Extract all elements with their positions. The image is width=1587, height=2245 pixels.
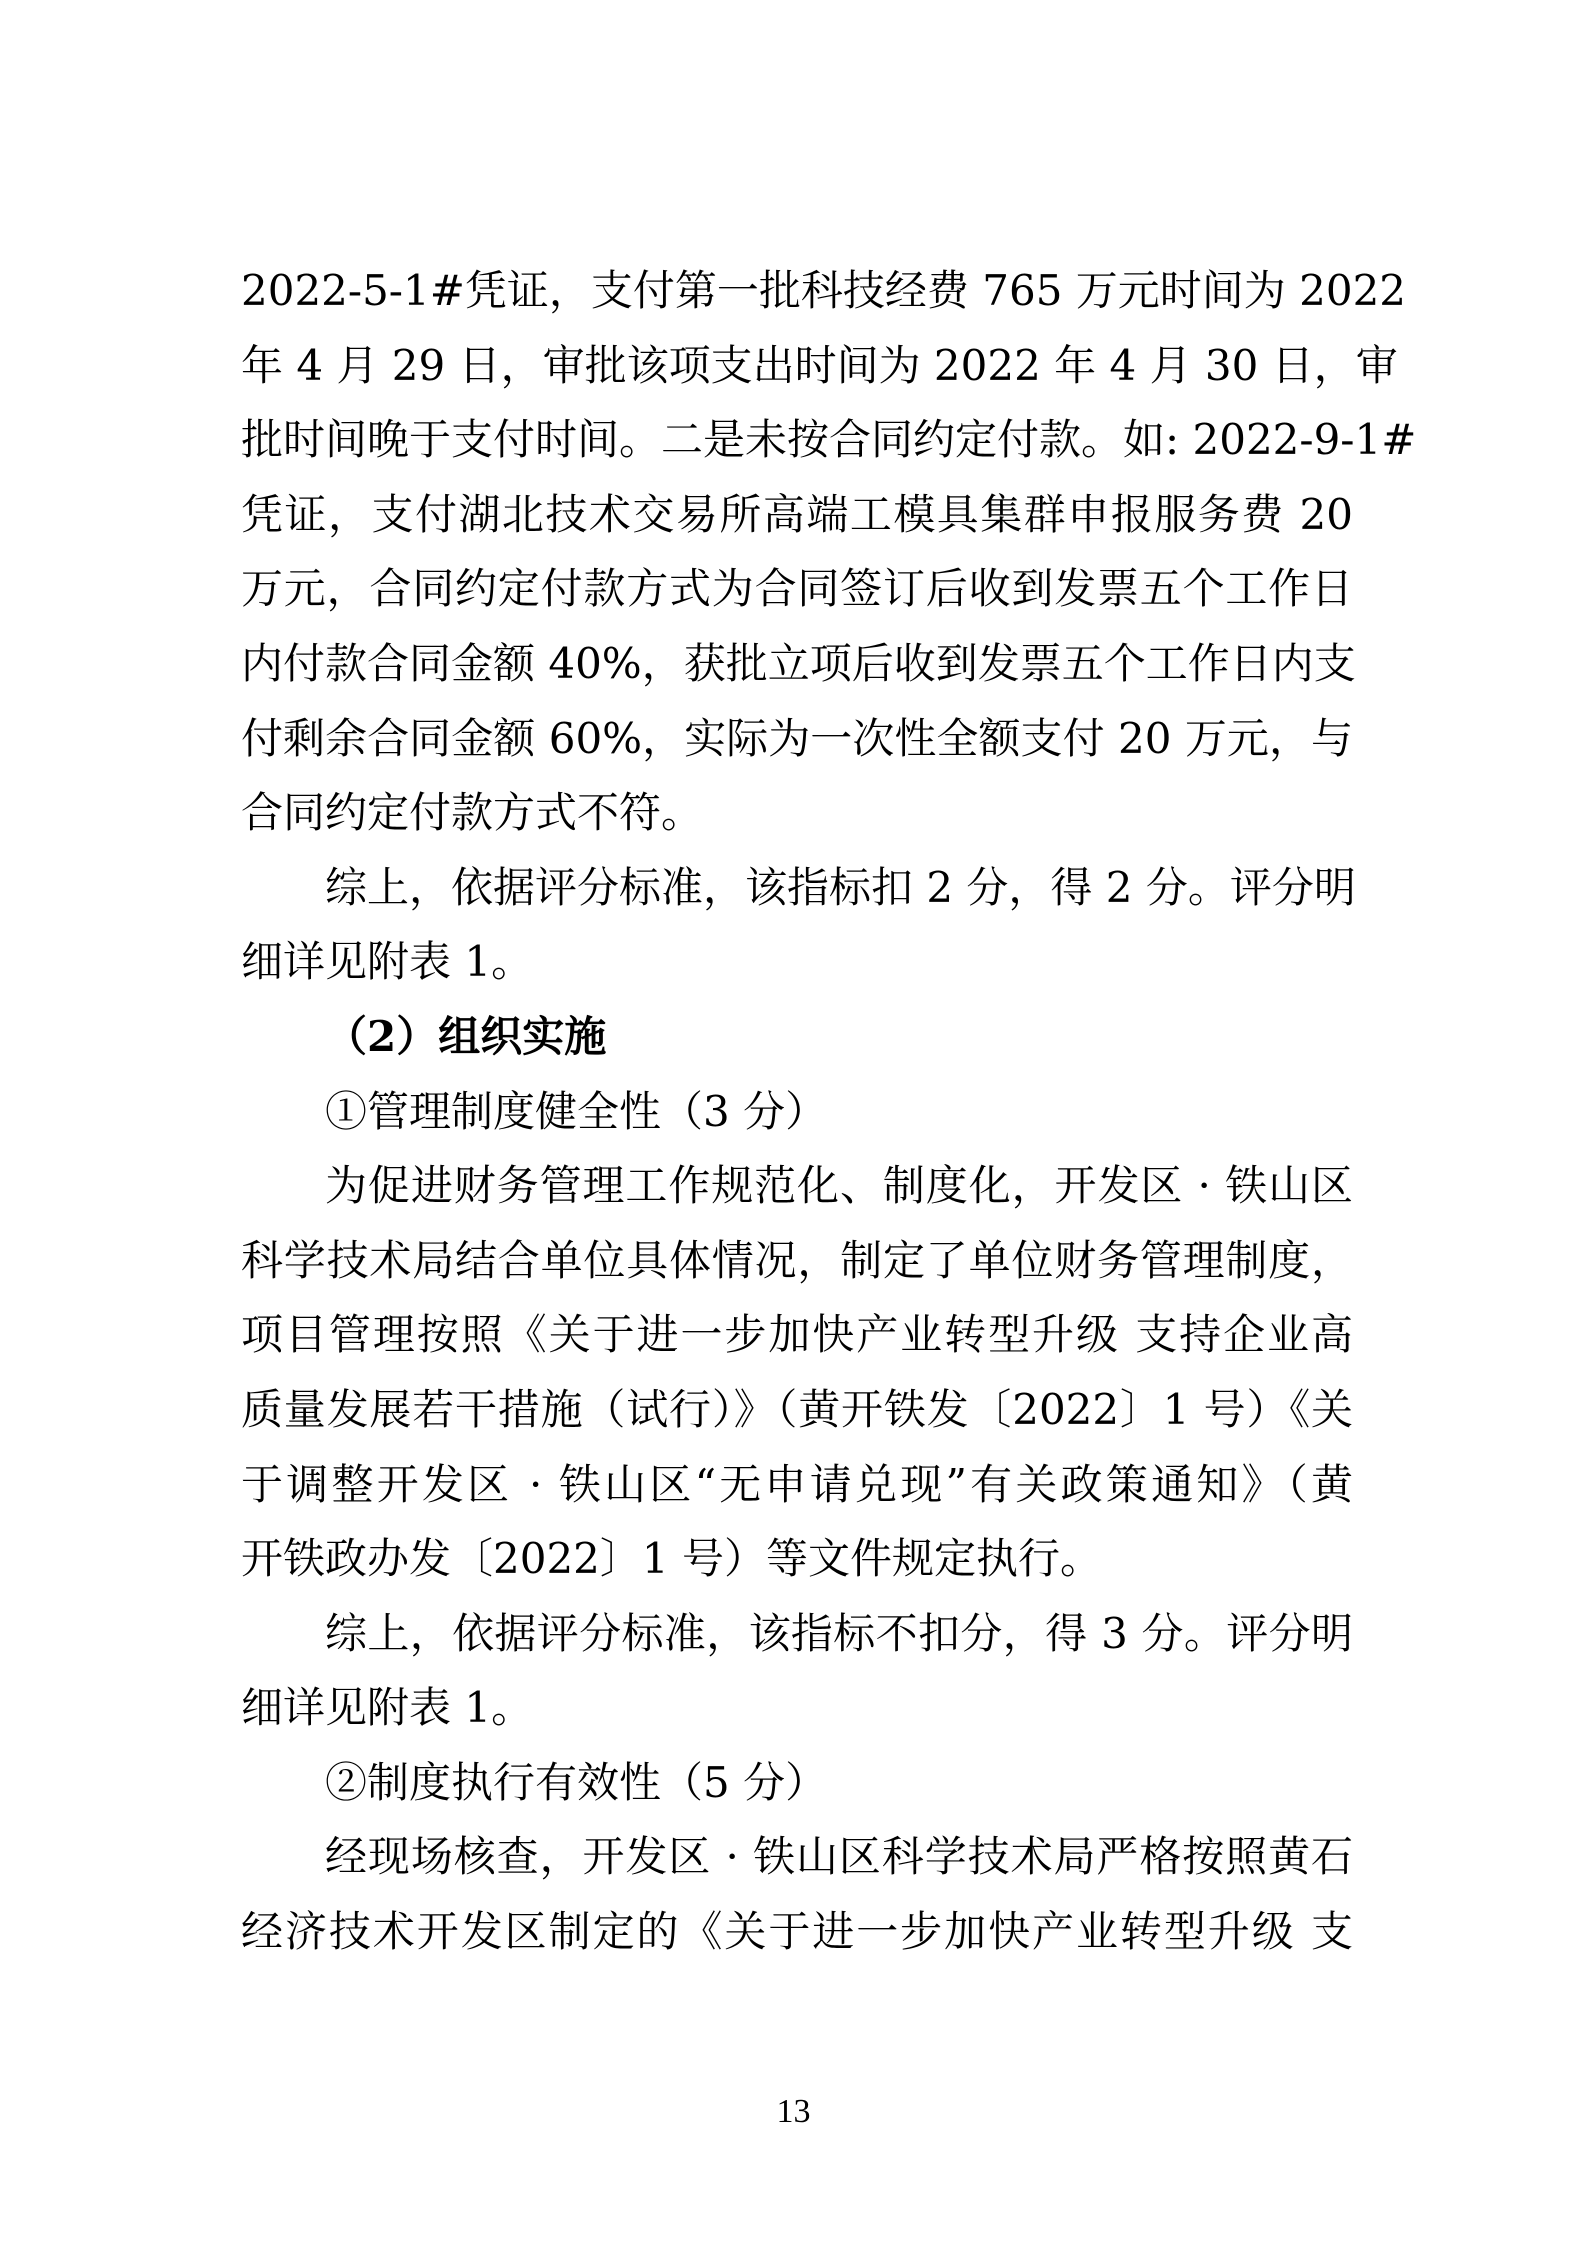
text-line: 2022-5-1#凭证，支付第一批科技经费 765 万元时间为 2022 — [241, 266, 1407, 315]
text-line: 批时间晚于支付时间。二是未按合同约定付款。如: 2022-9-1# — [241, 415, 1417, 465]
text-line: 质量发展若干措施（试行）》（黄开铁发〔2022〕1 号）《关 — [241, 1384, 1353, 1434]
text-line: 开铁政办发〔2022〕1 号）等文件规定执行。 — [241, 1534, 1102, 1584]
body-text — [241, 254, 1417, 1970]
text-line: 科学技术局结合单位具体情况，制定了单位财务管理制度， — [241, 1235, 1353, 1285]
text-line: 合同约定付款方式不符。 — [241, 788, 704, 838]
text-line: 凭证，支付湖北技术交易所高端工模具集群申报服务费 20 — [241, 489, 1353, 539]
section-heading: （2）组织实施 — [325, 1011, 607, 1061]
text-line: 经现场核查，开发区 · 铁山区科学技术局严格按照黄石 — [325, 1832, 1353, 1882]
subsection-heading: ②制度执行有效性（5 分） — [325, 1757, 828, 1807]
text-line: 为促进财务管理工作规范化、制度化，开发区 · 铁山区 — [325, 1161, 1353, 1211]
text-line: 万元，合同约定付款方式为合同签订后收到发票五个工作日 — [241, 564, 1353, 614]
text-line: 细详见附表 1。 — [241, 937, 534, 987]
text-line: 于调整开发区 · 铁山区“无申请兑现”有关政策通知》（黄 — [241, 1459, 1353, 1509]
text-line: 综上，依据评分标准，该指标不扣分，得 3 分。评分明 — [325, 1608, 1353, 1658]
text-line: 付剩余合同金额 60%，实际为一次性全额支付 20 万元，与 — [241, 713, 1353, 763]
text-line: 项目管理按照《关于进一步加快产业转型升级 支持企业高 — [241, 1310, 1353, 1360]
subsection-heading: ①管理制度健全性（3 分） — [325, 1086, 828, 1136]
text-line: 细详见附表 1。 — [241, 1683, 534, 1733]
text-line: 综上，依据评分标准，该指标扣 2 分，得 2 分。评分明 — [325, 862, 1356, 912]
text-line: 经济技术开发区制定的《关于进一步加快产业转型升级 支 — [241, 1907, 1353, 1957]
page-number: 13 — [776, 2093, 811, 2130]
text-line: 内付款合同金额 40%，获批立项后收到发票五个工作日内支 — [241, 638, 1356, 688]
text-line: 年 4 月 29 日，审批该项支出时间为 2022 年 4 月 30 日，审 — [241, 340, 1398, 390]
